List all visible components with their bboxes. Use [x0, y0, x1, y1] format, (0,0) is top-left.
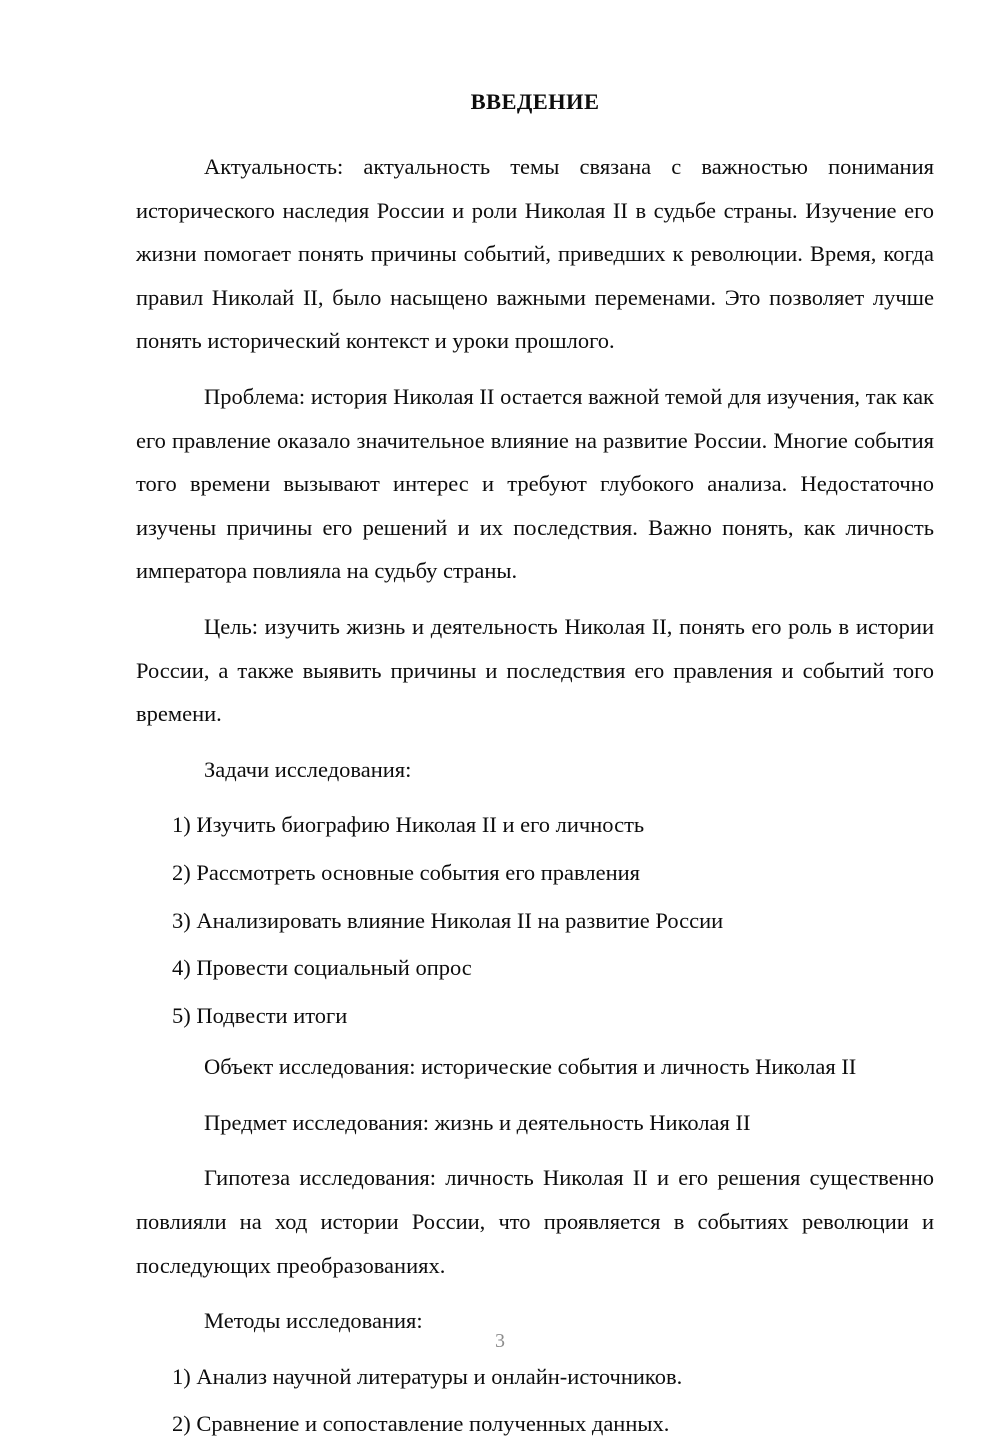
list-item: 1) Изучить биографию Николая II и его личность	[172, 812, 645, 838]
paragraph-subject: Предмет исследования: жизнь и деятельность Николая II	[204, 1109, 751, 1135]
tasks-list	[136, 803, 934, 1037]
page-content	[136, 88, 934, 1450]
methods-list	[136, 1355, 934, 1446]
paragraph-hypothesis: Гипотеза исследования: личность Николая II и его решения существенно повлияли на ход истории России, что проявляется в событиях революции и последующих преобразованиях.	[136, 1165, 934, 1278]
list-item: 2) Рассмотреть основные события его правления	[172, 859, 641, 885]
paragraph-problem: Проблема: история Николая II остается важной темой для изучения, так как его правление оказало значительное влияние на развитие России. Многие события того времени вызывают интерес и требуют глубокого анализа. Недостаточно изучены причины его решений и их последствия. Важно понять, как личность императора повлияла на судьбу страны.	[136, 383, 934, 584]
paragraph-relevance: Актуальность: актуальность темы связана с важностью понимания исторического наследия России и роли Николая II в судьбе страны. Изучение его жизни помогает понять причины событий, приведших к революции. Время, когда правил Николай II, было насыщено важными переменами. Это позволяет лучше понять исторический контекст и уроки прошлого.	[136, 154, 934, 354]
paragraph-object: Объект исследования: исторические события и личность Николая II	[204, 1054, 857, 1080]
paragraph-goal: Цель: изучить жизнь и деятельность Николая II, понять его роль в истории России, а также выявить причины и последствия его правления и событий того времени.	[136, 613, 934, 727]
list-item: 4) Провести социальный опрос	[172, 955, 472, 981]
list-item: 1) Анализ научной литературы и онлайн-источников.	[172, 1363, 683, 1389]
list-item: 2) Сравнение и сопоставление полученных данных.	[172, 1411, 670, 1437]
page-title: ВВЕДЕНИЕ	[470, 89, 600, 114]
list-item: 3) Анализировать влияние Николая II на развитие России	[172, 907, 724, 933]
tasks-heading: Задачи исследования:	[204, 756, 412, 782]
page-number: 3	[495, 1330, 505, 1352]
methods-heading: Методы исследования:	[204, 1308, 423, 1334]
list-item: 5) Подвести итоги	[172, 1002, 348, 1028]
